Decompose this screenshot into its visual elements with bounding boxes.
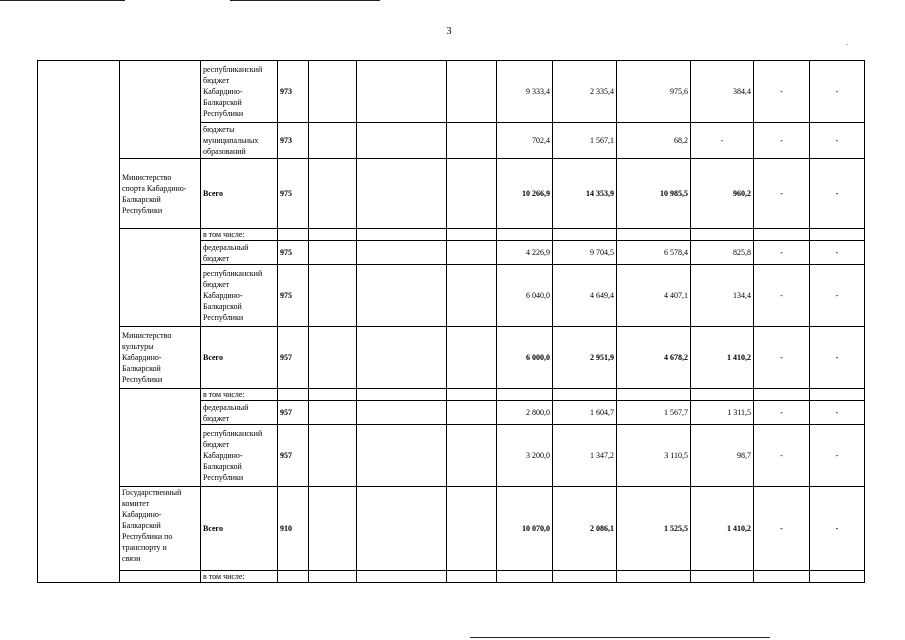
- value-cell: 975,6: [617, 61, 691, 123]
- value-cell: 1 567,1: [553, 123, 617, 159]
- subtotal-label: в том числе:: [201, 571, 278, 583]
- value-cell: 384,4: [691, 61, 754, 123]
- code-cell: 957: [278, 425, 309, 487]
- org-cell: Министерство спорта Кабардино- Балкарской Республики: [120, 159, 201, 229]
- subtotal-label: в том числе:: [201, 389, 278, 401]
- value-cell: 68,2: [617, 123, 691, 159]
- value-cell: 4 407,1: [617, 265, 691, 327]
- value-cell: 134,4: [691, 265, 754, 327]
- value-cell: 2 800,0: [497, 401, 553, 425]
- org-cell: [120, 571, 201, 583]
- budget-kind-cell: республиканский бюджет Кабардино- Балкарской Республики: [201, 425, 278, 487]
- scan-artifact-top-mid: [230, 0, 380, 1]
- table-row: [38, 389, 865, 401]
- budget-kind-cell: Всего: [201, 327, 278, 389]
- value-cell: 98,7: [691, 425, 754, 487]
- value-cell: 1 410,2: [691, 327, 754, 389]
- value-cell: 10 985,5: [617, 159, 691, 229]
- value-cell: -: [810, 401, 865, 425]
- budget-kind-cell: республиканский бюджет Кабардино- Балкарской Республики: [201, 61, 278, 123]
- value-cell: 4 649,4: [553, 265, 617, 327]
- value-cell: -: [754, 159, 810, 229]
- value-cell: 6 000,0: [497, 327, 553, 389]
- table-row: [38, 61, 865, 123]
- value-cell: -: [754, 61, 810, 123]
- value-cell: 2 951,9: [553, 327, 617, 389]
- table-row: [38, 571, 865, 583]
- value-cell: -: [810, 61, 865, 123]
- org-cell: [120, 229, 201, 327]
- value-cell: -: [810, 487, 865, 571]
- value-cell: 960,2: [691, 159, 754, 229]
- value-cell: -: [754, 425, 810, 487]
- table-row: [38, 327, 865, 389]
- value-cell: 9 704,5: [553, 241, 617, 265]
- code-cell: 957: [278, 327, 309, 389]
- value-cell: 1 347,2: [553, 425, 617, 487]
- table-row: [38, 487, 865, 571]
- org-cell: [120, 389, 201, 487]
- value-cell: 10 070,0: [497, 487, 553, 571]
- budget-kind-cell: федеральный бюджет: [201, 401, 278, 425]
- value-cell: 3 110,5: [617, 425, 691, 487]
- code-cell: 973: [278, 123, 309, 159]
- budget-kind-cell: Всего: [201, 487, 278, 571]
- value-cell: -: [810, 327, 865, 389]
- value-cell: 14 353,9: [553, 159, 617, 229]
- value-cell: -: [754, 123, 810, 159]
- value-cell: -: [810, 241, 865, 265]
- budget-kind-cell: федеральный бюджет: [201, 241, 278, 265]
- value-cell: 4 678,2: [617, 327, 691, 389]
- value-cell: 1 525,5: [617, 487, 691, 571]
- budget-kind-cell: бюджеты муниципальных образований: [201, 123, 278, 159]
- value-cell: 2 335,4: [553, 61, 617, 123]
- page-number: 3: [446, 26, 452, 37]
- value-cell: -: [810, 425, 865, 487]
- value-cell: -: [754, 401, 810, 425]
- value-cell: 10 266,9: [497, 159, 553, 229]
- table-row: [38, 159, 865, 229]
- budget-table: [37, 60, 865, 583]
- value-cell: 6 040,0: [497, 265, 553, 327]
- code-cell: 957: [278, 401, 309, 425]
- value-cell: 1 567,7: [617, 401, 691, 425]
- code-cell: 975: [278, 241, 309, 265]
- value-cell: -: [754, 487, 810, 571]
- value-cell: -: [691, 123, 754, 159]
- value-cell: 702,4: [497, 123, 553, 159]
- value-cell: -: [754, 241, 810, 265]
- org-cell: Государственный комитет Кабардино- Балкарской Республики по транспорту и связи: [120, 487, 201, 571]
- subtotal-label: в том числе:: [201, 229, 278, 241]
- value-cell: -: [754, 327, 810, 389]
- value-cell: -: [810, 265, 865, 327]
- code-cell: 910: [278, 487, 309, 571]
- value-cell: -: [754, 265, 810, 327]
- value-cell: 6 578,4: [617, 241, 691, 265]
- value-cell: 2 086,1: [553, 487, 617, 571]
- budget-kind-cell: Всего: [201, 159, 278, 229]
- code-cell: 975: [278, 159, 309, 229]
- value-cell: 1 311,5: [691, 401, 754, 425]
- scan-artifact-bottom: [470, 637, 770, 638]
- scan-mark: .: [846, 38, 848, 47]
- budget-kind-cell: республиканский бюджет Кабардино- Балкарской Республики: [201, 265, 278, 327]
- merged-left-cell: [38, 61, 120, 583]
- value-cell: -: [810, 123, 865, 159]
- org-cell: Министерство культуры Кабардино- Балкарской Республики: [120, 327, 201, 389]
- value-cell: 1 410,2: [691, 487, 754, 571]
- value-cell: 825,8: [691, 241, 754, 265]
- value-cell: 1 604,7: [553, 401, 617, 425]
- scan-artifact-top-left: [0, 0, 125, 1]
- code-cell: 975: [278, 265, 309, 327]
- org-cell: [120, 61, 201, 159]
- code-cell: 973: [278, 61, 309, 123]
- table-row: [38, 229, 865, 241]
- value-cell: -: [810, 159, 865, 229]
- value-cell: 9 333,4: [497, 61, 553, 123]
- value-cell: 4 226,9: [497, 241, 553, 265]
- value-cell: 3 200,0: [497, 425, 553, 487]
